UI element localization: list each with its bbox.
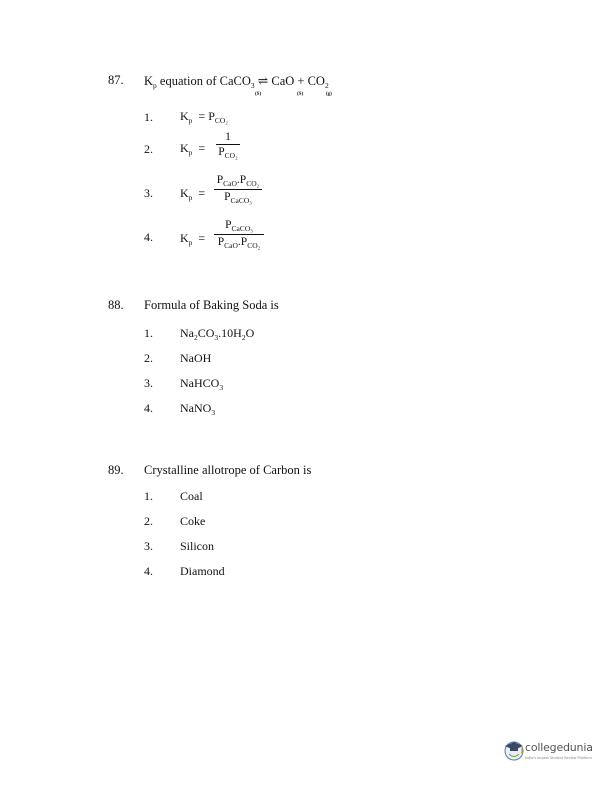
option-text: NaNO$_3$: [180, 401, 216, 417]
question-stem: Crystalline allotrope of Carbon is: [144, 463, 312, 477]
option-number: 3.: [144, 376, 153, 390]
question-number: 88.: [108, 298, 124, 312]
reaction-equation: CaCO$_3$ ⇌ CaO + $CO_2$: [219, 74, 329, 90]
state-label: (S): [297, 92, 304, 97]
option-number: 1.: [144, 489, 153, 503]
option-text: NaHCO$_3$: [180, 376, 224, 392]
option-number: 1.: [144, 326, 153, 340]
option-formula: $K_p = P_{CO_2}$: [180, 109, 228, 125]
option-text: NaOH: [180, 351, 212, 365]
option-text: Coke: [180, 514, 206, 528]
option-number: 3.: [144, 186, 153, 200]
option-number: 4.: [144, 230, 153, 244]
graduation-cap-icon: [503, 737, 525, 763]
option-text: $Na_2CO_3.10H_2O$: [180, 326, 255, 342]
option-fraction: $P_{CaO}.P_{CO_2}$ $P_{CaCO_3}$: [214, 174, 262, 205]
logo-name: collegedunia: [525, 741, 593, 754]
option-fraction: $P_{CaCO_3}$ $P_{CaO}.P_{CO_2}$: [214, 219, 264, 250]
option-number: 4.: [144, 401, 153, 415]
option-fraction: 1 $P_{CO_2}$: [216, 131, 240, 160]
option-text: Silicon: [180, 539, 215, 553]
option-text: Coal: [180, 489, 203, 503]
option-formula-lhs: $K_p$ =: [180, 186, 206, 202]
collegedunia-logo: [503, 737, 595, 767]
question-number: 87.: [108, 73, 124, 87]
option-formula-lhs: $K_p$ =: [180, 141, 206, 157]
logo-tagline: India's largest Student Review Platform: [525, 756, 592, 760]
question-stem: Formula of Baking Soda is: [144, 298, 279, 312]
option-number: 2.: [144, 142, 153, 156]
state-label: (g): [326, 92, 332, 97]
question-number: 89.: [108, 463, 124, 477]
option-formula-lhs: $K_p$ =: [180, 231, 206, 247]
question-stem: $K_p$ equation of CaCO$_3$ ⇌ CaO + $CO_2$: [144, 74, 329, 90]
option-number: 2.: [144, 351, 153, 365]
option-number: 2.: [144, 514, 153, 528]
state-label: (S): [255, 92, 262, 97]
option-number: 4.: [144, 564, 153, 578]
option-text: Diamond: [180, 564, 225, 578]
option-number: 1.: [144, 110, 153, 124]
option-number: 3.: [144, 539, 153, 553]
